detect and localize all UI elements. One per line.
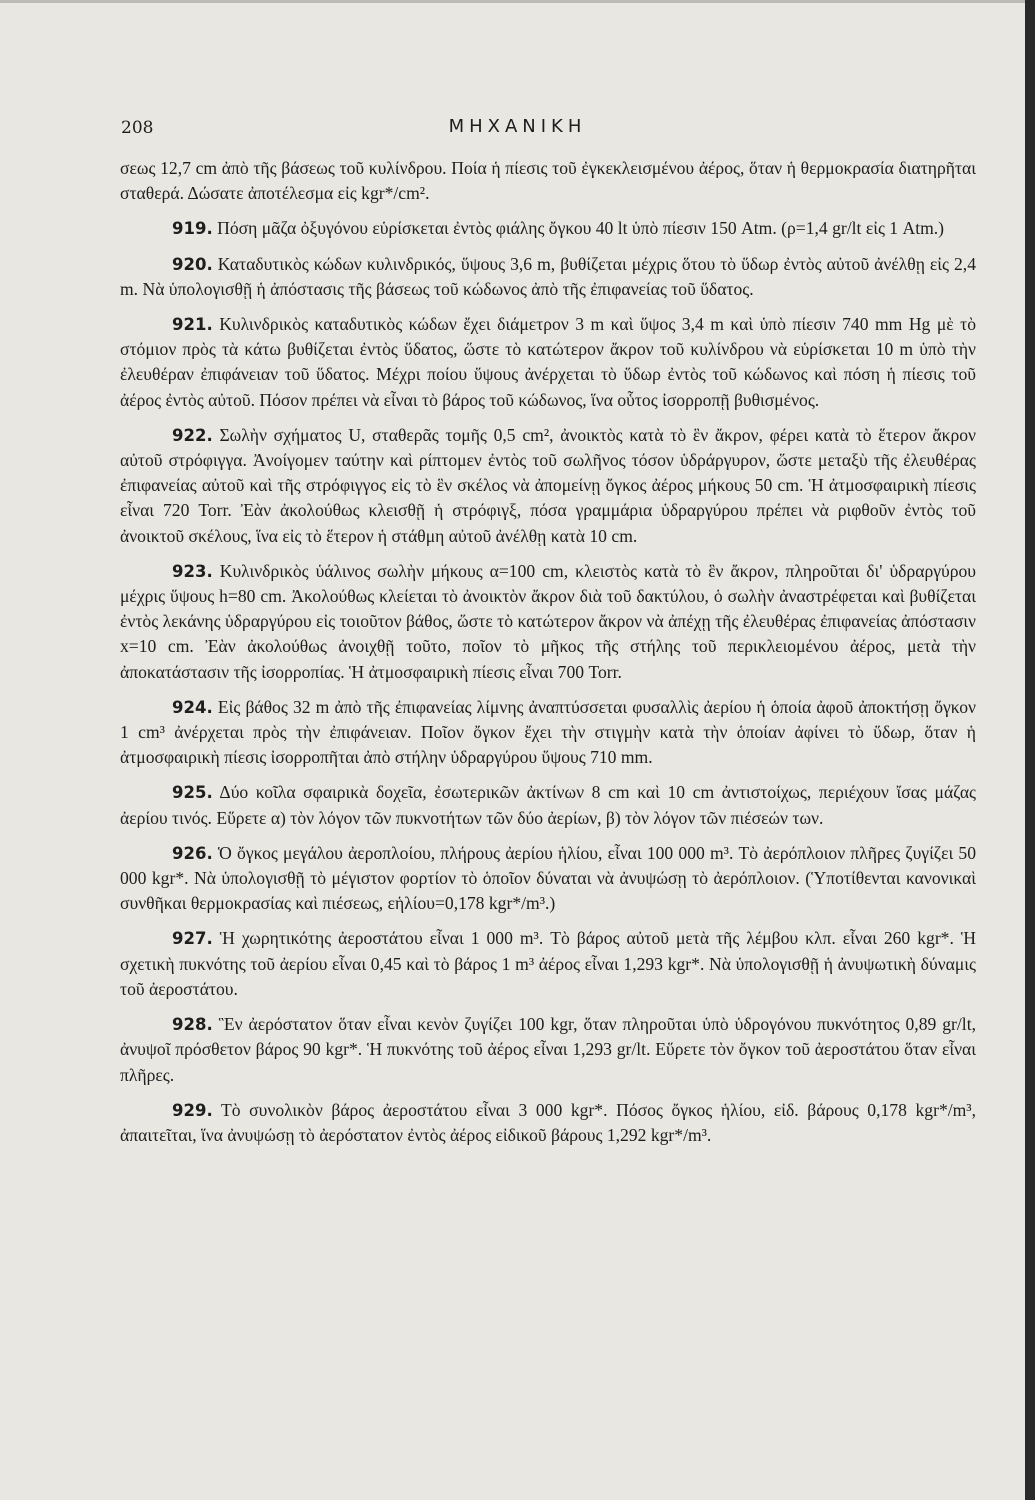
problem-number: 923.: [172, 561, 213, 581]
problem-text: Κυλινδρικὸς καταδυτικὸς κώδων ἔχει διάμετρον 3 m καὶ ὕψος 3,4 m καὶ ὑπὸ πίεσιν 740 mm Hg μὲ τὸ στόμιον πρὸς τὰ κάτω βυθίζεται ἐντὸς ὕδατος, ὥστε τὸ κατώτερον ἄκρον τοῦ κυλίνδρου νὰ εὑρίσκεται 10 m ὑπὸ τὴν ἐλευθέραν ἐπιφάνειαν τοῦ ὕδατος. Μέχρι ποίου ὕψους ἀνέρχεται τὸ ὕδωρ ἐντὸς τοῦ κώδωνος καὶ πόση ἡ πίεσις τοῦ ἀέρος ἐντὸς αὐτοῦ. Πόσον πρέπει νὰ εἶναι τὸ βάρος τοῦ κώδωνος, ἵνα οὗτος ἰσορροπῇ βυθισμένος.: [120, 314, 976, 410]
problem-number: 920.: [172, 254, 213, 274]
problem-text: Δύο κοῖλα σφαιρικὰ δοχεῖα, ἐσωτερικῶν ἀκτίνων 8 cm καὶ 10 cm ἀντιστοίχως, περιέχουν ἴσας μάζας ἀερίου τινός. Εὕρετε α) τὸν λόγον τῶν πυκνοτήτων τῶν δύο ἀερίων, β) τὸν λόγον τῶν πιέσεών των.: [120, 782, 977, 828]
page-top-edge: [0, 0, 1035, 3]
problem-921: [120, 312, 976, 413]
page-body: [120, 156, 976, 1158]
problem-text: Ἓν ἀερόστατον ὅταν εἶναι κενὸν ζυγίζει 100 kgr, ὅταν πληροῦται ὑπὸ ὑδρογόνου πυκνότητος 0,89 gr/lt, ἀνυψοῖ πρόσθετον βάρος 90 kgr*. Ἡ πυκνότης τοῦ ἀέρος εἶναι 1,293 gr/lt. Εὕρετε τὸν ὄγκον τοῦ ἀεροστάτου ὅταν εἶναι πλῆρες.: [120, 1014, 976, 1085]
problem-text: Τὸ συνολικὸν βάρος ἀεροστάτου εἶναι 3 000 kgr*. Πόσος ὄγκος ἡλίου, εἰδ. βάρους 0,178 kgr*/m³, ἀπαιτεῖται, ἵνα ἀνυψώσῃ τὸ ἀερόστατον ἐντὸς ἀέρος εἰδικοῦ βάρους 1,292 kgr*/m³.: [120, 1099, 976, 1145]
problem-number: 919.: [172, 219, 213, 239]
problem-text: Σωλὴν σχήματος U, σταθερᾶς τομῆς 0,5 cm², ἀνοικτὸς κατὰ τὸ ἓν ἄκρον, φέρει κατὰ τὸ ἕτερον ἄκρον αὐτοῦ στρόφιγγα. Ἀνοίγομεν ταύτην καὶ ρίπτομεν ἐντὸς τοῦ σωλῆνος τόσον ὑδράργυρον, ὥστε μεταξὺ τῆς ἐλευθέρας ἐπιφανείας αὐτοῦ καὶ τῆς στρόφιγγος εἰς τὸ ἓν σκέλος νὰ ἀπομείνῃ ὄγκος ἀέρος μήκους 50 cm. Ἡ ἀτμοσφαιρικὴ πίεσις εἶναι 720 Torr. Ἐὰν ἀκολούθως κλεισθῇ ἡ στρόφιγξ, πόσα γραμμάρια ὑδραργύρου πρέπει νὰ ριφθοῦν ἐντὸς τοῦ ἀνοικτοῦ σκέλους, ἵνα εἰς τὸ ἕτερον ἡ στάθμη αὐτοῦ ἀνέλθῃ κατὰ 10 cm.: [120, 424, 976, 546]
problem-number: 921.: [172, 315, 213, 335]
problem-text: Εἰς βάθος 32 m ἀπὸ τῆς ἐπιφανείας λίμνης ἀναπτύσσεται φυσαλλὶς ἀερίου ἡ ὁποία ἀφοῦ ἀποκτήσῃ ὄγκον 1 cm³ ἀνέρχεται πρὸς τὴν ἐπιφάνειαν. Ποῖον ὄγκον ἔχει τὴν στιγμὴν κατὰ τὴν ὁποίαν ἀφίνει τὸ ὕδωρ, ὅταν ἡ ἀτμοσφαιρικὴ πίεσις ἰσορροπῆται ἀπὸ στήλην ὑδραργύρου ὕψους 710 mm.: [120, 696, 976, 768]
problem-text: Καταδυτικὸς κώδων κυλινδρικός, ὕψους 3,6 m, βυθίζεται μέχρις ὅτου τὸ ὕδωρ ἐντὸς αὐτοῦ ἀνέλθῃ εἰς 2,4 m. Νὰ ὑπολογισθῇ ἡ ἀπόστασις τῆς βάσεως τοῦ κώδωνος ἀπὸ τῆς ἐπιφανείας τοῦ ὕδατος.: [120, 253, 976, 299]
problem-number: 925.: [172, 783, 213, 803]
problem-number: 929.: [172, 1100, 213, 1120]
problem-text: Ὁ ὄγκος μεγάλου ἀεροπλοίου, πλήρους ἀερίου ἡλίου, εἶναι 100 000 m³. Τὸ ἀερόπλοιον πλῆρες ζυγίζει 50 000 kgr*. Νὰ ὑπολογισθῇ τὸ μέγιστον φορτίον τὸ ὁποῖον δύναται νὰ ἀνυψώσῃ τὸ ἀερόπλοιον. (Ὑποτίθενται κανονικαὶ συνθῆκαι θερμοκρασίας καὶ πιέσεως, εἡλίου=0,178 kgr*/m³.): [120, 842, 976, 914]
problem-number: 924.: [172, 697, 213, 717]
problem-924: [120, 695, 976, 771]
problem-926: [120, 841, 976, 917]
problem-927: [120, 926, 976, 1002]
problem-number: 922.: [172, 425, 213, 445]
problem-text: Κυλινδρικὸς ὑάλινος σωλὴν μήκους α=100 cm, κλειστὸς κατὰ τὸ ἓν ἄκρον, πληροῦται δι' ὑδραργύρου μέχρις ὕψους h=80 cm. Ἀκολούθως κλείεται τὸ ἀνοικτὸν ἄκρον διὰ τοῦ δακτύλου, ὁ σωλὴν ἀναστρέφεται καὶ βυθίζεται ἐντὸς λεκάνης ὑδραργύρου εἰς τοιοῦτον βάθος, ὥστε τὸ κατώτερον ἄκρον νὰ ἀπέχῃ τῆς ἐλευθέρας ἐπιφανείας ἀπόστασιν x=10 cm. Ἐὰν ἀκολούθως ἀνοιχθῇ τοῦτο, ποῖον τὸ μῆκος τῆς στήλης τοῦ περικλειομένου ἀέρος, μετὰ τὴν ἀποκατάστασιν τῆς ἰσορροπίας. Ἡ ἀτμοσφαιρικὴ πίεσις εἶναι 700 Torr.: [120, 560, 976, 682]
page-header: [0, 114, 1035, 144]
problem-925: [120, 780, 976, 830]
problem-922: [120, 423, 976, 549]
problem-920: [120, 252, 976, 302]
running-title: ΜΗΧΑΝΙΚΗ: [448, 116, 587, 137]
problem-928: [120, 1012, 976, 1088]
problem-text: Πόση μᾶζα ὀξυγόνου εὑρίσκεται ἐντὸς φιάλης ὄγκου 40 lt ὑπὸ πίεσιν 150 Atm. (ρ=1,4 gr/lt εἰς 1 Atm.): [217, 218, 945, 239]
problem-929: [120, 1098, 976, 1148]
continued-paragraph: [120, 156, 976, 206]
problem-919: [120, 216, 976, 241]
paragraph-text: σεως 12,7 cm ἀπὸ τῆς βάσεως τοῦ κυλίνδρου. Ποία ἡ πίεσις τοῦ ἐγκεκλεισμένου ἀέρος, ὅταν ἡ θερμοκρασία διατηρῆται σταθερά. Δώσατε ἀποτέλεσμα εἰς kgr*/cm².: [120, 158, 976, 204]
problem-number: 927.: [172, 929, 213, 949]
problem-923: [120, 559, 976, 685]
page-right-edge: [1025, 0, 1035, 1500]
problem-number: 926.: [172, 843, 213, 863]
problem-number: 928.: [172, 1015, 213, 1035]
page-number: 208: [121, 118, 154, 138]
problem-text: Ἡ χωρητικότης ἀεροστάτου εἶναι 1 000 m³. Τὸ βάρος αὐτοῦ μετὰ τῆς λέμβου κλπ. εἶναι 260 kgr*. Ἡ σχετικὴ πυκνότης τοῦ ἀερίου εἶναι 0,45 καὶ τὸ βάρος 1 m³ ἀέρος εἶναι 1,293 kgr*. Νὰ ὑπολογισθῇ ἡ ἀνυψωτικὴ δύναμις τοῦ ἀεροστάτου.: [120, 928, 976, 999]
